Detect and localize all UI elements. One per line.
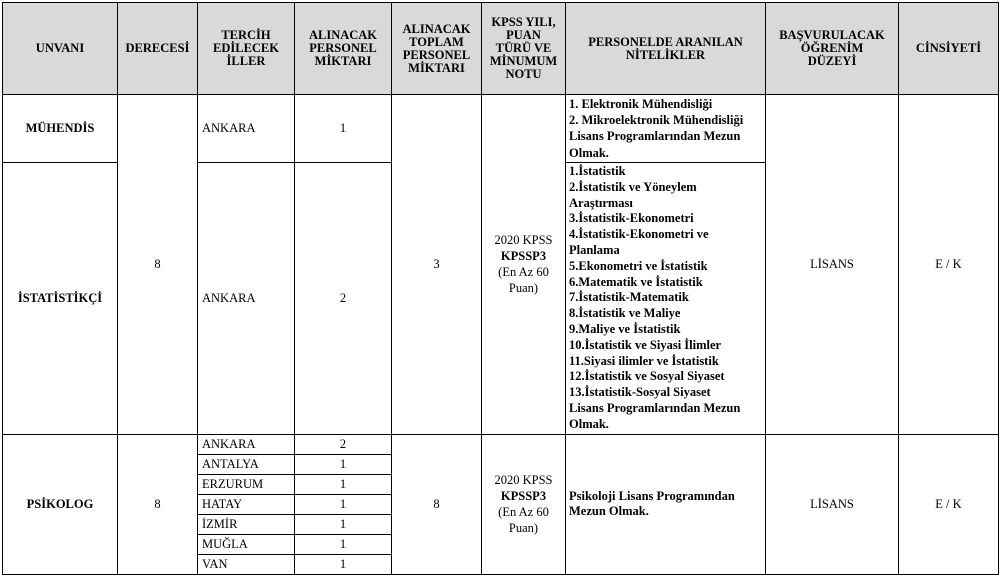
count-psikolog: 1: [295, 474, 392, 494]
header-row: [3, 3, 999, 95]
count-psikolog: 1: [295, 554, 392, 574]
table-row: [3, 95, 999, 163]
count-psikolog: 1: [295, 494, 392, 514]
title-muhendis: MÜHENDİS: [3, 95, 118, 163]
header-derecesi: DERECESİ: [118, 3, 198, 95]
count-psikolog: 1: [295, 454, 392, 474]
city-psikolog: ERZURUM: [198, 474, 295, 494]
header-toplam: ALINACAK TOPLAM PERSONEL MİKTARI: [392, 3, 482, 95]
city-psikolog: ANKARA: [198, 434, 295, 454]
ogrenim-group1: LİSANS: [766, 95, 899, 435]
quals-psikolog: Psikoloji Lisans Programından Mezun Olmak.: [566, 434, 766, 574]
kpss-psikolog: 2020 KPSS KPSSP3 (En Az 60 Puan): [482, 434, 566, 574]
cinsiyet-psikolog: E / K: [899, 434, 999, 574]
count-psikolog: 1: [295, 534, 392, 554]
count-psikolog: 1: [295, 514, 392, 534]
personnel-table: [2, 2, 999, 575]
city-psikolog: VAN: [198, 554, 295, 574]
toplam-group1: 3: [392, 95, 482, 435]
city-psikolog: MUĞLA: [198, 534, 295, 554]
city-psikolog: ANTALYA: [198, 454, 295, 474]
count-psikolog: 2: [295, 434, 392, 454]
ogrenim-psikolog: LİSANS: [766, 434, 899, 574]
header-unvani: UNVANI: [3, 3, 118, 95]
header-kpss: KPSS YILI, PUAN TÜRÜ VE MİNUMUM NOTU: [482, 3, 566, 95]
header-cinsiyet: CİNSİYETİ: [899, 3, 999, 95]
header-ogrenim: BAŞVURULACAK ÖĞRENİM DÜZEYİ: [766, 3, 899, 95]
toplam-psikolog: 8: [392, 434, 482, 574]
count-muhendis: 1: [295, 95, 392, 163]
header-tercih: TERCİH EDİLECEK İLLER: [198, 3, 295, 95]
header-alinacak: ALINACAK PERSONEL MİKTARI: [295, 3, 392, 95]
count-istatistikci: 2: [295, 162, 392, 434]
cinsiyet-group1: E / K: [899, 95, 999, 435]
city-psikolog: HATAY: [198, 494, 295, 514]
quals-istatistikci: 1.İstatistik 2.İstatistik ve Yöneylem Araştırması 3.İstatistik-Ekonometri 4.İstatistik-Ekonometri ve Planlama 5.Ekonometri ve İstatistik 6.Matematik ve İstatistik 7.İstatistik-Matematik 8.İstatistik ve Maliye 9.Maliye ve İstatistik 10.İstatistik ve Siyasi İlimler 11.Siyasi ilimler ve İstatistik 12.İstatistik ve Sosyal Siyaset 13.İstatistik-Sosyal Siyaset Lisans Programlarından Mezun Olmak.: [566, 162, 766, 434]
city-istatistikci: ANKARA: [198, 162, 295, 434]
city-muhendis: ANKARA: [198, 95, 295, 163]
header-nitelikler: PERSONELDE ARANILAN NİTELİKLER: [566, 3, 766, 95]
derece-group1: 8: [118, 95, 198, 435]
title-psikolog: PSİKOLOG: [3, 434, 118, 574]
quals-muhendis: 1. Elektronik Mühendisliği 2. Mikroelektronik Mühendisliği Lisans Programlarından Mezun Olmak.: [566, 95, 766, 163]
city-psikolog: İZMİR: [198, 514, 295, 534]
table-row: [3, 434, 999, 454]
derece-psikolog: 8: [118, 434, 198, 574]
title-istatistikci: İSTATİSTİKÇİ: [3, 162, 118, 434]
kpss-group1: 2020 KPSS KPSSP3 (En Az 60 Puan): [482, 95, 566, 435]
